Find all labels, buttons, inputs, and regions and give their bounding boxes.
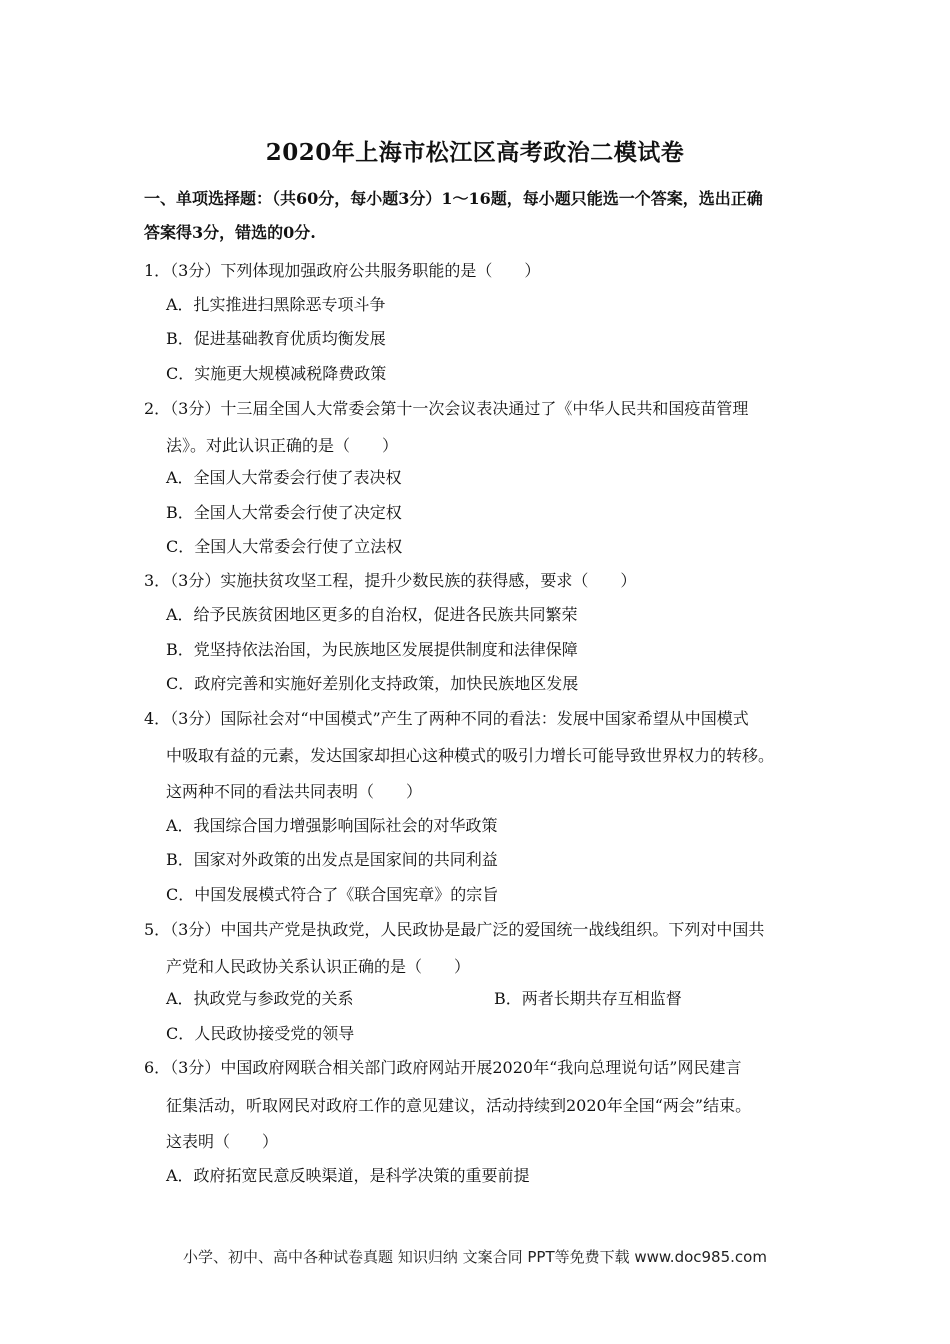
question-4-stem: 4．（3分）国际社会对“中国模式”产生了两种不同的看法：发展中国家希望从中国模式 (144, 709, 749, 728)
question-6-option-a: A．政府拓宽民意反映渠道，是科学决策的重要前提 (166, 1166, 530, 1185)
question-2-option-a: A．全国人大常委会行使了表决权 (166, 468, 402, 487)
question-5-option-c: C．人民政协接受党的领导 (166, 1024, 355, 1043)
page-footer: 小学、初中、高中各种试卷真题 知识归纳 文案合同 PPT等免费下载 www.doc985.com (183, 1248, 767, 1266)
question-3-option-b: B．党坚持依法治国，为民族地区发展提供制度和法律保障 (166, 640, 578, 659)
section-heading-line-1: 一、单项选择题：（共60分，每小题3分）1～16题，每小题只能选一个答案，选出正确 (144, 189, 763, 208)
question-2-stem: 2．（3分）十三届全国人大常委会第十一次会议表决通过了《中华人民共和国疫苗管理 (144, 399, 749, 418)
question-2-option-c: C．全国人大常委会行使了立法权 (166, 537, 403, 556)
question-1-stem: 1．（3分）下列体现加强政府公共服务职能的是（ ） (144, 261, 541, 280)
question-2-option-b: B．全国人大常委会行使了决定权 (166, 503, 402, 522)
question-1-option-c: C．实施更大规模减税降费政策 (166, 364, 387, 383)
question-3-option-a: A．给予民族贫困地区更多的自治权，促进各民族共同繁荣 (166, 605, 578, 624)
question-4-stem-cont-2: 这两种不同的看法共同表明（ ） (166, 782, 423, 801)
question-4-option-c: C．中国发展模式符合了《联合国宪章》的宗旨 (166, 885, 499, 904)
question-6-stem-cont-1: 征集活动，听取网民对政府工作的意见建议，活动持续到2020年全国“两会”结束。 (166, 1096, 752, 1115)
question-5-stem: 5．（3分）中国共产党是执政党，人民政协是最广泛的爱国统一战线组织。下列对中国共 (144, 920, 765, 939)
question-6-stem-cont-2: 这表明（ ） (166, 1132, 279, 1151)
question-1-option-a: A．扎实推进扫黑除恶专项斗争 (166, 295, 386, 314)
question-4-option-b: B．国家对外政策的出发点是国家间的共同利益 (166, 850, 498, 869)
question-5-stem-cont: 产党和人民政协关系认识正确的是（ ） (166, 957, 471, 976)
question-5-option-b: B．两者长期共存互相监督 (494, 989, 682, 1008)
section-heading (144, 182, 816, 250)
section-heading-line-2: 答案得3分，错选的0分. (144, 223, 316, 242)
question-3-stem: 3．（3分）实施扶贫攻坚工程，提升少数民族的获得感，要求（ ） (144, 571, 637, 590)
question-3-option-c: C．政府完善和实施好差别化支持政策，加快民族地区发展 (166, 674, 579, 693)
question-4-stem-cont-1: 中吸取有益的元素，发达国家却担心这种模式的吸引力增长可能导致世界权力的转移。 (166, 746, 775, 765)
question-6-stem: 6．（3分）中国政府网联合相关部门政府网站开展2020年“我向总理说句话”网民建言 (144, 1058, 742, 1077)
question-5-option-a: A．执政党与参政党的关系 (166, 989, 354, 1008)
page-title: 2020年上海市松江区高考政治二模试卷 (265, 139, 685, 166)
question-2-stem-cont: 法》。对此认识正确的是（ ） (166, 436, 399, 455)
question-1-option-b: B．促进基础教育优质均衡发展 (166, 329, 386, 348)
question-4-option-a: A．我国综合国力增强影响国际社会的对华政策 (166, 816, 498, 835)
